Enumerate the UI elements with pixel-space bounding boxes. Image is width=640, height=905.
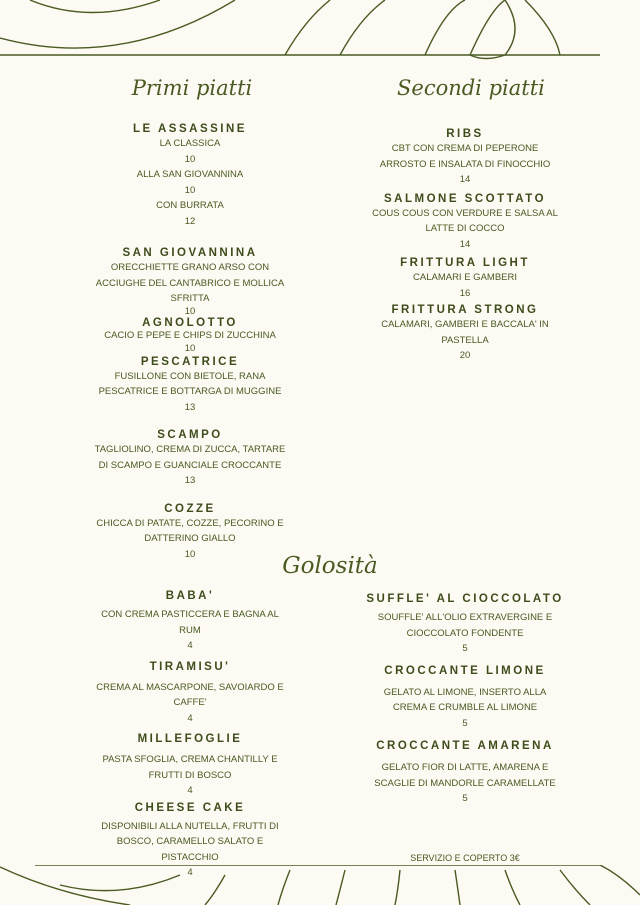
primi-title: Primi piatti xyxy=(131,76,253,100)
item-price: 16 xyxy=(459,287,471,299)
item-price: 14 xyxy=(459,238,471,250)
item-desc: CON CREMA PASTICCERA E BAGNA AL xyxy=(101,609,279,620)
menu-item xyxy=(90,802,290,881)
item-desc: CALAMARI, GAMBERI E BACCALA' IN xyxy=(381,319,549,330)
item-desc: CBT CON CREMA DI PEPERONE xyxy=(391,143,539,154)
primi-column xyxy=(90,123,290,562)
item-desc: ACCIUGHE DEL CANTABRICO E MOLLICA xyxy=(95,277,285,289)
item-price: 10 xyxy=(184,548,196,560)
item-name: RIBS xyxy=(446,128,484,140)
item-desc: SFRITTA xyxy=(170,293,210,304)
item-price: 20 xyxy=(459,350,471,361)
item-desc: SCAGLIE DI MANDORLE CARAMELLATE xyxy=(374,777,556,789)
item-desc: PASTA SFOGLIA, CREMA CHANTILLY E xyxy=(102,754,278,765)
menu-item xyxy=(90,356,290,416)
item-desc: CAFFE' xyxy=(173,697,207,708)
item-name: SCAMPO xyxy=(157,429,223,441)
service-charge-note: SERVIZIO E COPERTO 3€ xyxy=(410,853,520,863)
item-desc: DI SCAMPO E GUANCIALE CROCCANTE xyxy=(98,459,282,471)
item-desc: CALAMARI E GAMBERI xyxy=(413,272,517,283)
item-desc: CREMA E CRUMBLE AL LIMONE xyxy=(392,702,538,713)
item-price: 10 xyxy=(184,342,196,354)
item-name: COZZE xyxy=(164,502,216,515)
menu-item xyxy=(90,503,290,563)
menu-item xyxy=(360,665,570,732)
item-name: CROCCANTE AMARENA xyxy=(376,740,554,752)
menu-item xyxy=(90,123,290,229)
item-name: SUFFLE' AL CIOCCOLATO xyxy=(366,593,564,605)
item-name: SAN GIOVANNINA xyxy=(122,247,258,259)
secondi-column xyxy=(360,128,570,364)
menu-item xyxy=(360,257,570,301)
menu-item xyxy=(360,740,570,807)
item-name: LE ASSASSINE xyxy=(133,123,247,135)
item-price: 4 xyxy=(187,785,193,796)
item-desc: LA CLASSICA xyxy=(159,138,221,149)
item-desc: PESCATRICE E BOTTARGA DI MUGGINE xyxy=(98,386,282,397)
item-desc: CREMA AL MASCARPONE, SAVOIARDO E xyxy=(96,681,284,693)
item-desc: CIOCCOLATO FONDENTE xyxy=(406,627,524,639)
item-desc: PISTACCHIO xyxy=(161,851,219,863)
item-desc: CON BURRATA xyxy=(156,200,224,211)
item-price: 14 xyxy=(459,174,471,185)
item-desc: SOUFFLE' ALL'OLIO EXTRAVERGINE E xyxy=(377,612,553,623)
menu-item xyxy=(360,128,570,188)
item-price: 5 xyxy=(462,643,468,654)
item-name: FRITTURA STRONG xyxy=(391,304,539,316)
item-price: 10 xyxy=(184,153,196,165)
item-desc: FRUTTI DI BOSCO xyxy=(148,769,232,781)
item-name: CROCCANTE LIMONE xyxy=(384,664,546,677)
item-desc: CHICCA DI PATATE, COZZE, PECORINO E xyxy=(96,517,284,529)
menu-item xyxy=(360,304,570,364)
item-price: 4 xyxy=(187,867,193,878)
item-price: 5 xyxy=(462,717,468,729)
menu-item xyxy=(360,593,570,657)
menu-item xyxy=(90,733,290,799)
golosita-right-column xyxy=(360,593,570,807)
top-decoration xyxy=(0,0,640,60)
item-desc: GELATO AL LIMONE, INSERTO ALLA xyxy=(383,686,547,698)
item-desc: CACIO E PEPE E CHIPS DI ZUCCHINA xyxy=(104,329,276,341)
item-desc: FUSILLONE CON BIETOLE, RANA xyxy=(114,370,266,382)
item-desc: DATTERINO GIALLO xyxy=(144,533,236,544)
item-name: BABA' xyxy=(165,590,215,602)
item-name: FRITTURA LIGHT xyxy=(400,257,530,269)
menu-item xyxy=(90,247,290,317)
item-price: 13 xyxy=(184,401,196,413)
item-desc: GELATO FIOR DI LATTE, AMARENA E xyxy=(381,762,549,773)
item-price: 10 xyxy=(184,305,196,317)
item-name: SALMONE SCOTTATO xyxy=(383,192,547,205)
item-desc: LATTE DI COCCO xyxy=(425,223,505,234)
item-name: TIRAMISU' xyxy=(149,660,231,673)
item-desc: DISPONIBILI ALLA NUTELLA, FRUTTI DI xyxy=(101,820,279,832)
menu-item xyxy=(360,193,570,253)
item-price: 12 xyxy=(184,215,196,227)
item-price: 4 xyxy=(187,712,193,724)
item-desc: ARROSTO E INSALATA DI FINOCCHIO xyxy=(379,158,551,170)
menu-item xyxy=(90,317,290,356)
item-price: 5 xyxy=(462,793,468,804)
item-name: AGNOLOTTO xyxy=(142,316,238,329)
item-price: 13 xyxy=(184,475,196,486)
menu-item xyxy=(90,429,290,489)
item-name: MILLEFOGLIE xyxy=(137,733,243,745)
item-desc: ORECCHIETTE GRANO ARSO CON xyxy=(110,262,270,273)
item-price: 4 xyxy=(187,640,193,651)
secondi-title: Secondi piatti xyxy=(397,76,545,100)
item-desc: BOSCO, CARAMELLO SALATO E xyxy=(116,836,264,847)
item-desc: RUM xyxy=(179,624,201,636)
golosita-title: Golosità xyxy=(282,553,378,579)
item-name: CHEESE CAKE xyxy=(134,801,246,814)
item-name: PESCATRICE xyxy=(140,355,240,368)
item-desc: PASTELLA xyxy=(441,334,489,346)
item-desc: TAGLIOLINO, CREMA DI ZUCCA, TARTARE xyxy=(94,444,286,455)
menu-item xyxy=(90,590,290,654)
item-desc: COUS COUS CON VERDURE E SALSA AL xyxy=(372,207,558,219)
item-desc: ALLA SAN GIOVANNINA xyxy=(136,169,244,180)
menu-item xyxy=(90,661,290,727)
golosita-left-column xyxy=(90,590,290,881)
item-price: 10 xyxy=(184,184,196,196)
